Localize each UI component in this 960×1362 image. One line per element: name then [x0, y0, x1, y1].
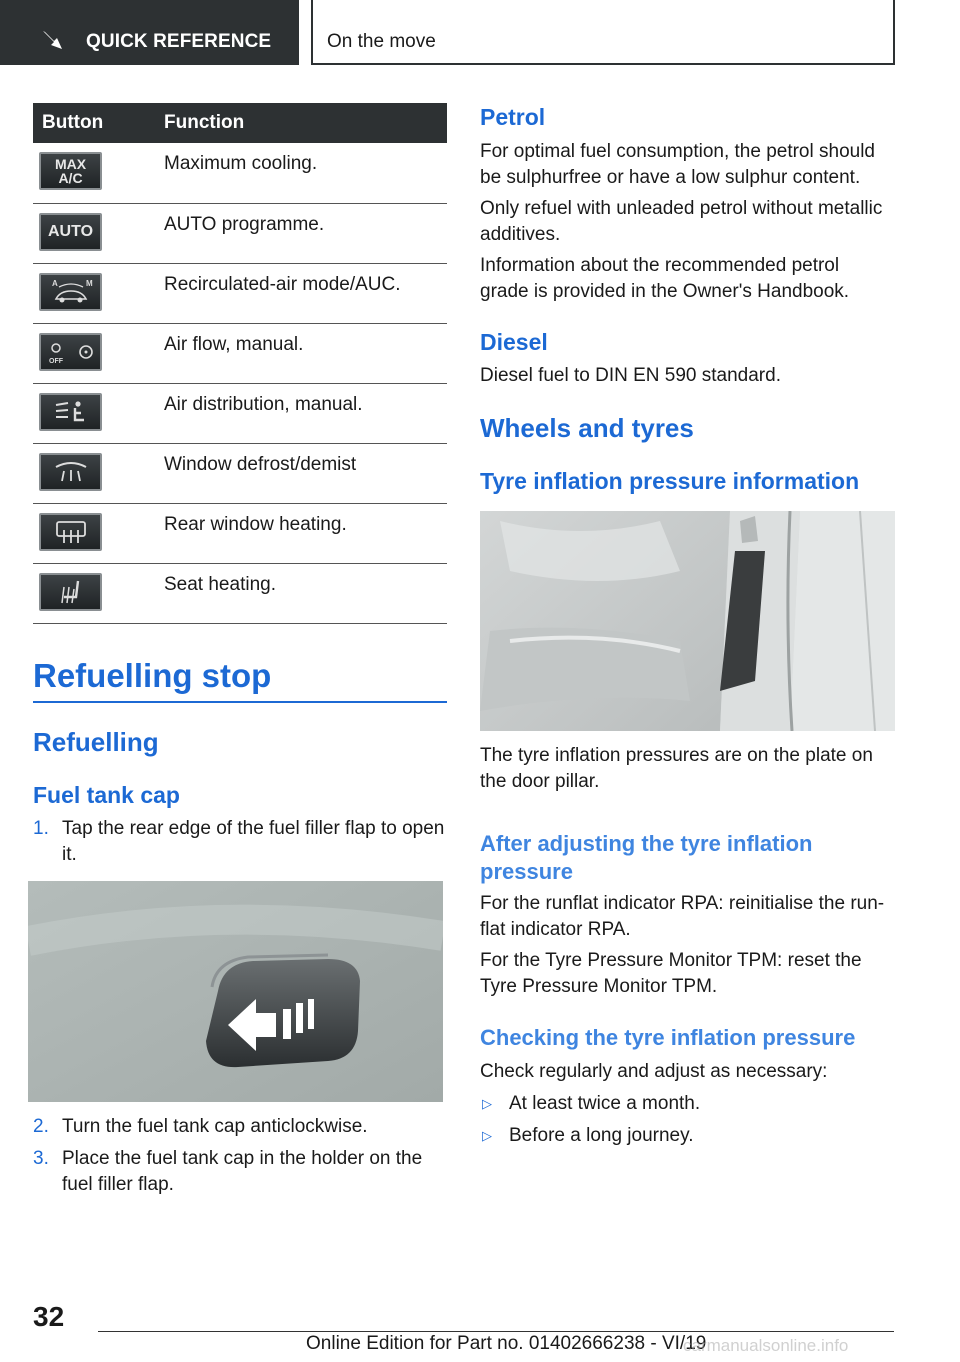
table-row: [33, 263, 447, 323]
function-text: Recirculated-air mode/AUC.: [157, 263, 447, 323]
table-row: [33, 563, 447, 623]
table-row: [33, 323, 447, 383]
section-tab-label: QUICK REFERENCE: [86, 31, 272, 52]
function-text: AUTO programme.: [157, 203, 447, 263]
heading-checking: Checking the tyre inflation pressure: [480, 1025, 856, 1050]
table-row: [33, 443, 447, 503]
air-flow-icon: [39, 333, 102, 371]
step-text: Turn the fuel tank cap anticlockwise.: [62, 1116, 368, 1137]
max-ac-icon: MAX A/C: [39, 152, 102, 190]
petrol-paragraph-1: For optimal fuel consumption, the petrol should be sulphurfree or have a low sulphur content.: [480, 141, 875, 188]
step-text: Tap the rear edge of the fuel filler flap to open it.: [62, 818, 445, 865]
step-number: 3.: [33, 1148, 49, 1169]
heading-tyre-inflation-info: Tyre inflation pressure information: [480, 468, 860, 494]
subsection-tab[interactable]: [311, 0, 895, 65]
footer-edition: Online Edition for Part no. 01402666238 - VI/19: [306, 1333, 707, 1354]
tyre-info-paragraph: The tyre inflation pressures are on the plate on the door pillar.: [480, 745, 873, 792]
air-distribution-icon: [39, 393, 102, 431]
function-text: Seat heating.: [157, 563, 447, 623]
step-number: 2.: [33, 1116, 49, 1137]
heading-refuelling: Refuelling: [33, 727, 159, 757]
heading-diesel: Diesel: [480, 329, 548, 355]
step-text: Place the fuel tank cap in the holder on the fuel filler flap.: [62, 1148, 423, 1195]
footer-divider: [98, 1331, 894, 1332]
diesel-paragraph: Diesel fuel to DIN EN 590 standard.: [480, 365, 781, 386]
table-header-row: [33, 103, 447, 143]
svg-text:OFF: OFF: [48, 357, 63, 365]
bullet-triangle-icon: ▷: [482, 1128, 492, 1143]
svg-text:A: A: [51, 278, 58, 288]
bullet-item: Before a long journey.: [509, 1125, 694, 1146]
watermark: carmanualsonline.info: [683, 1336, 849, 1355]
function-text: Rear window heating.: [157, 503, 447, 563]
heading-petrol: Petrol: [480, 104, 546, 130]
subsection-label: On the move: [327, 31, 436, 52]
table-row: [33, 203, 447, 263]
rear-window-heating-icon: [39, 513, 102, 551]
after-adjusting-paragraph-1: For the runflat indicator RPA: reinitialise the run-flat indicator RPA.: [480, 893, 885, 940]
svg-text:M: M: [85, 278, 93, 288]
auto-icon: AUTO: [39, 213, 102, 251]
column-header-function: Function: [157, 103, 447, 143]
page-number: 32: [33, 1301, 65, 1332]
fuel-filler-flap-image: [28, 881, 443, 1102]
quick-reference-icon: [40, 29, 66, 51]
window-defrost-icon: [39, 453, 102, 491]
heading-after-adjusting: After adjusting the tyre inflation pressure: [480, 831, 813, 884]
recirculated-air-icon: [39, 273, 102, 311]
heading-wheels-and-tyres: Wheels and tyres: [480, 413, 694, 443]
after-adjusting-paragraph-2: For the Tyre Pressure Monitor TPM: reset the Tyre Pressure Monitor TPM.: [480, 950, 862, 997]
function-text: Window defrost/demist: [157, 443, 447, 503]
heading-refuelling-stop: Refuelling stop: [33, 657, 447, 703]
column-header-button: Button: [33, 103, 157, 143]
door-pillar-image: [480, 511, 895, 731]
bullet-triangle-icon: ▷: [482, 1096, 492, 1111]
table-row: [33, 383, 447, 443]
bullet-item: At least twice a month.: [509, 1093, 701, 1114]
checking-paragraph: Check regularly and adjust as necessary:: [480, 1061, 828, 1082]
petrol-paragraph-2: Only refuel with unleaded petrol without metallic additives.: [480, 198, 883, 245]
step-number: 1.: [33, 818, 49, 839]
heading-fuel-tank-cap: Fuel tank cap: [33, 782, 180, 808]
seat-heating-icon: [39, 573, 102, 611]
petrol-paragraph-3: Information about the recommended petrol grade is provided in the Owner's Handbook.: [480, 255, 850, 302]
table-row: [33, 143, 447, 203]
function-text: Air distribution, manual.: [157, 383, 447, 443]
table-row: [33, 503, 447, 563]
function-text: Maximum cooling.: [157, 143, 447, 203]
function-text: Air flow, manual.: [157, 323, 447, 383]
climate-controls-table: [33, 103, 447, 624]
section-tab[interactable]: [0, 0, 299, 65]
